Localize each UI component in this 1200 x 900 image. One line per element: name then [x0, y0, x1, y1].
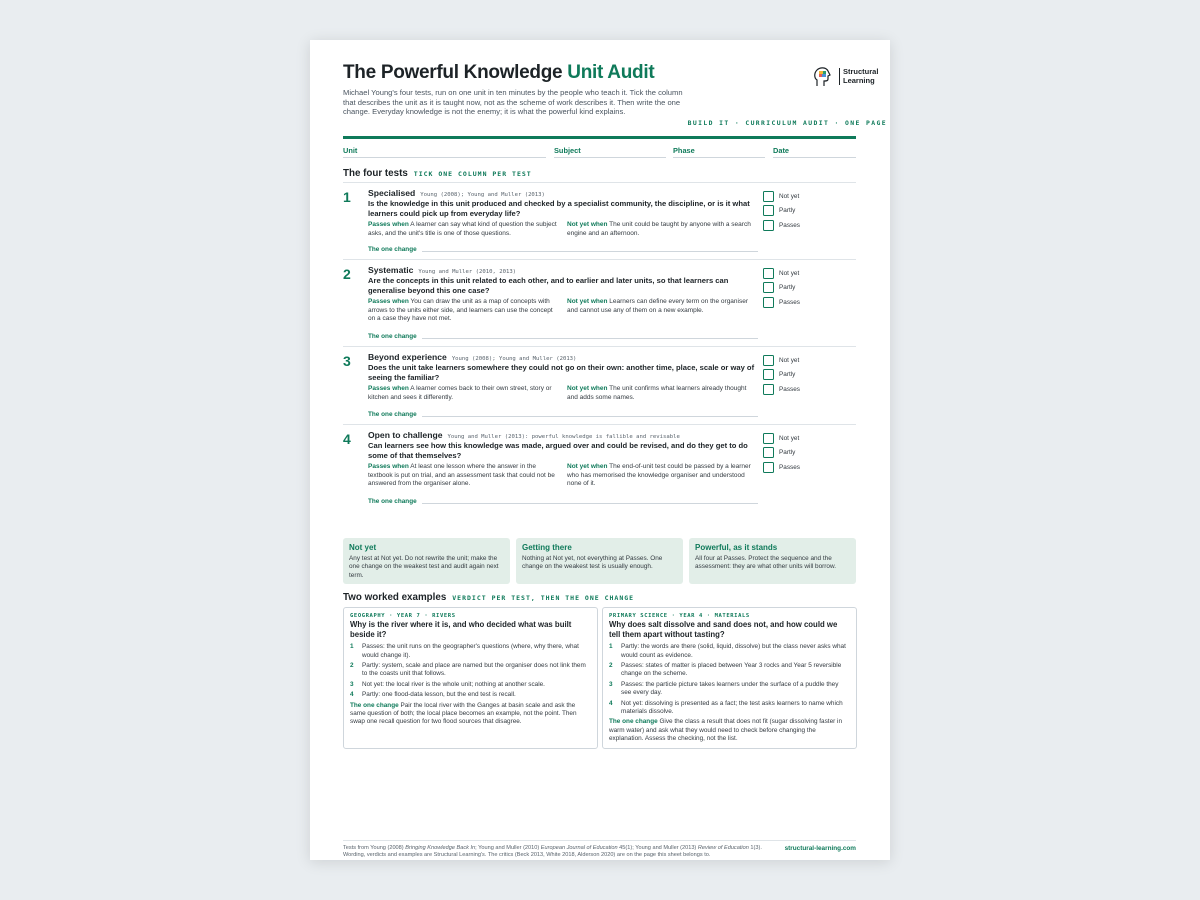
- not-yet-checkbox[interactable]: Not yet: [763, 431, 800, 446]
- test-row: [343, 346, 856, 424]
- title-accent: Unit Audit: [567, 62, 655, 83]
- audit-sheet: [310, 40, 890, 860]
- list-item: 1 Partly: the words are there (solid, liquid, dissolve) but the class never asks what would count as evidence.: [609, 643, 846, 659]
- test-number: 2: [343, 266, 351, 282]
- test-name: Open to challenge Young and Muller (2013): powerful knowledge is fallible and revisable: [368, 430, 680, 440]
- example-verdict-list: [350, 643, 591, 699]
- passes-checkbox[interactable]: Passes: [763, 382, 800, 397]
- verdict-getting-there: [516, 538, 683, 584]
- tagline: BUILD IT · CURRICULUM AUDIT · ONE PAGE: [687, 119, 887, 127]
- example-tag: GEOGRAPHY · YEAR 7 · RIVERS: [350, 613, 456, 619]
- verdict-description: Any test at Not yet. Do not rewrite the unit; make the one change on the weakest test and audit again next term.: [349, 555, 499, 579]
- verdict-checkboxes: [763, 266, 800, 310]
- list-item: 1 Passes: the unit runs on the geographer's questions (where, why there, what would change it).: [350, 643, 579, 659]
- verdict-title: Getting there: [522, 543, 572, 552]
- list-item: 4 Not yet: dissolving is presented as a fact; the test asks learners to name which materials dissolve.: [609, 699, 843, 716]
- test-citation: Young (2008); Young and Muller (2013): [451, 356, 577, 362]
- passes-checkbox[interactable]: Passes: [763, 295, 800, 310]
- worked-examples-note: VERDICT PER TEST, THEN THE ONE CHANGE: [452, 594, 635, 602]
- list-item: 4 Partly: one flood-data lesson, but the end test is recall.: [350, 691, 516, 699]
- structural-learning-logo: [809, 65, 879, 93]
- example-one-change: The one change Give the class a result that does not fit (sugar dissolving faster in warm water) and ask what they would need to check before changing the explanation. Assess the checking, not the list.: [609, 718, 843, 743]
- verdict-not-yet: [343, 538, 510, 584]
- example-verdict-list: [609, 643, 850, 716]
- footer-url-link[interactable]: structural-learning.com: [784, 845, 856, 852]
- passes-when-text: Passes when At least one lesson where the answer in the textbook is put on trial, and an assessment task that could not be answered from the organiser alone.: [368, 463, 555, 488]
- worked-example-geography: [343, 607, 598, 749]
- test-number: 4: [343, 431, 351, 447]
- test-row: [343, 182, 856, 259]
- one-change-field[interactable]: The one change: [368, 333, 758, 340]
- test-name: Beyond experience Young (2008); Young and Muller (2013): [368, 352, 577, 362]
- logo-wordmark: Structural Learning: [839, 68, 878, 85]
- test-row: [343, 424, 856, 511]
- not-yet-when-text: Not yet when The end-of-unit test could be passed by a learner who has memorised the knowledge organiser and understood none of it.: [567, 463, 751, 488]
- meta-fields: [343, 146, 856, 158]
- page-title: The Powerful Knowledge Unit Audit: [343, 62, 655, 83]
- worked-examples-heading: Two worked examples VERDICT PER TEST, THEN THE ONE CHANGE: [343, 592, 635, 603]
- example-tag: PRIMARY SCIENCE · YEAR 4 · MATERIALS: [609, 613, 750, 619]
- list-item: 3 Not yet: the local river is the whole unit; nothing at another scale.: [350, 680, 545, 688]
- partly-checkbox[interactable]: Partly: [763, 281, 800, 296]
- test-question: Does the unit take learners somewhere they could not go on their own: another time, place, scale or way of seeing the familiar?: [368, 363, 755, 382]
- not-yet-when-text: Not yet when The unit confirms what learners already thought and adds some names.: [567, 385, 747, 401]
- test-question: Can learners see how this knowledge was made, argued over and could be revised, and do they get to do some of that themselves?: [368, 441, 748, 460]
- verdict-checkboxes: [763, 431, 800, 475]
- test-citation: Young and Muller (2013): powerful knowledge is fallible and revisable: [447, 434, 680, 440]
- four-tests-note: TICK ONE COLUMN PER TEST: [413, 170, 532, 178]
- test-name: Systematic Young and Muller (2010, 2013): [368, 265, 517, 275]
- example-question: Why does salt dissolve and sand does not, and how could we tell them apart without tasting?: [609, 620, 838, 639]
- verdict-description: All four at Passes. Protect the sequence and the assessment: they are what other units will borrow.: [695, 555, 837, 571]
- verdict-powerful: [689, 538, 856, 584]
- test-citation: Young and Muller (2010, 2013): [418, 269, 517, 275]
- one-change-field[interactable]: The one change: [368, 498, 758, 505]
- one-change-field[interactable]: The one change: [368, 411, 758, 418]
- example-question: Why is the river where it is, and who decided what was built beside it?: [350, 620, 572, 639]
- verdict-checkboxes: [763, 353, 800, 397]
- not-yet-checkbox[interactable]: Not yet: [763, 189, 800, 204]
- test-number: 3: [343, 353, 351, 369]
- four-tests-heading: The four tests TICK ONE COLUMN PER TEST: [343, 168, 532, 179]
- verdict-checkboxes: [763, 189, 800, 233]
- date-field[interactable]: Date: [773, 146, 856, 158]
- intro-text: Michael Young's four tests, run on one unit in ten minutes by the people who teach it. Tick the column that describes the unit as it is taught now, not as the scheme of work describes it. Then write the one change. Everyday knowledge is not the enemy; it is what the powerful kind explains.: [343, 88, 683, 117]
- passes-checkbox[interactable]: Passes: [763, 460, 800, 475]
- verdict-description: Nothing at Not yet, not everything at Passes. One change on the weakest test is usually enough.: [522, 555, 663, 571]
- test-citation: Young (2008); Young and Muller (2013): [420, 192, 545, 198]
- subject-field[interactable]: Subject: [554, 146, 666, 158]
- list-item: 3 Passes: the particle picture takes learners under the surface of a puddle they see every day.: [609, 680, 839, 697]
- test-name: Specialised Young (2008); Young and Muller (2013): [368, 188, 545, 198]
- passes-when-text: Passes when A learner comes back to their own street, story or kitchen and sees it differently.: [368, 385, 552, 401]
- worked-example-science: [602, 607, 857, 749]
- partly-checkbox[interactable]: Partly: [763, 446, 800, 461]
- partly-checkbox[interactable]: Partly: [763, 368, 800, 383]
- footer-citations: Tests from Young (2008) Bringing Knowledge Back In; Young and Muller (2010) European Journal of Education 45(1); Young and Muller (2013) Review of Education 1(3). Wording, verdicts and examples are Structural Learning's. The critics (Beck 2013, White 2018, Alderson 2020) are on the page this sheet belongs to.: [343, 845, 762, 859]
- partly-checkbox[interactable]: Partly: [763, 204, 800, 219]
- test-row: [343, 259, 856, 346]
- sheet-content: [343, 62, 887, 859]
- verdict-title: Powerful, as it stands: [695, 543, 778, 552]
- phase-field[interactable]: Phase: [673, 146, 765, 158]
- test-question: Is the knowledge in this unit produced and checked by a specialist community, the discipline, or is it what learners could pick up from everyday life?: [368, 199, 750, 218]
- one-change-field[interactable]: The one change: [368, 246, 758, 253]
- not-yet-when-text: Not yet when The unit could be taught by anyone with a search engine and an afternoon.: [567, 221, 751, 237]
- list-item: 2 Passes: states of matter is placed between Year 3 rocks and Year 5 reversible change on the scheme.: [609, 662, 842, 678]
- unit-field[interactable]: Unit: [343, 146, 546, 158]
- list-item: 2 Partly: system, scale and place are named but the organiser does not link them to the coasts unit that follows.: [350, 662, 586, 678]
- head-brain-icon: [811, 65, 835, 89]
- not-yet-checkbox[interactable]: Not yet: [763, 353, 800, 368]
- not-yet-when-text: Not yet when Learners can define every term on the organiser and cannot use any of them on a new example.: [567, 298, 749, 314]
- header-divider: [343, 136, 856, 139]
- not-yet-checkbox[interactable]: Not yet: [763, 266, 800, 281]
- test-question: Are the concepts in this unit related to each other, and to earlier and later units, so that learners can generalise beyond this one case?: [368, 276, 729, 295]
- footer: [343, 840, 856, 860]
- passes-when-text: Passes when You can draw the unit as a map of concepts with arrows to the units either side, and learners can use the concept on a case they have not met.: [368, 298, 553, 323]
- test-number: 1: [343, 189, 351, 205]
- passes-checkbox[interactable]: Passes: [763, 218, 800, 233]
- passes-when-text: Passes when A learner can say what kind of question the subject asks, and the unit's title is one of those questions.: [368, 221, 557, 237]
- example-one-change: The one change Pair the local river with the Ganges at basin scale and ask the same question of both; the local place becomes an example, not the point. Then swap one recall question for two flood sources that disagree.: [350, 701, 577, 726]
- verdict-title: Not yet: [349, 543, 377, 552]
